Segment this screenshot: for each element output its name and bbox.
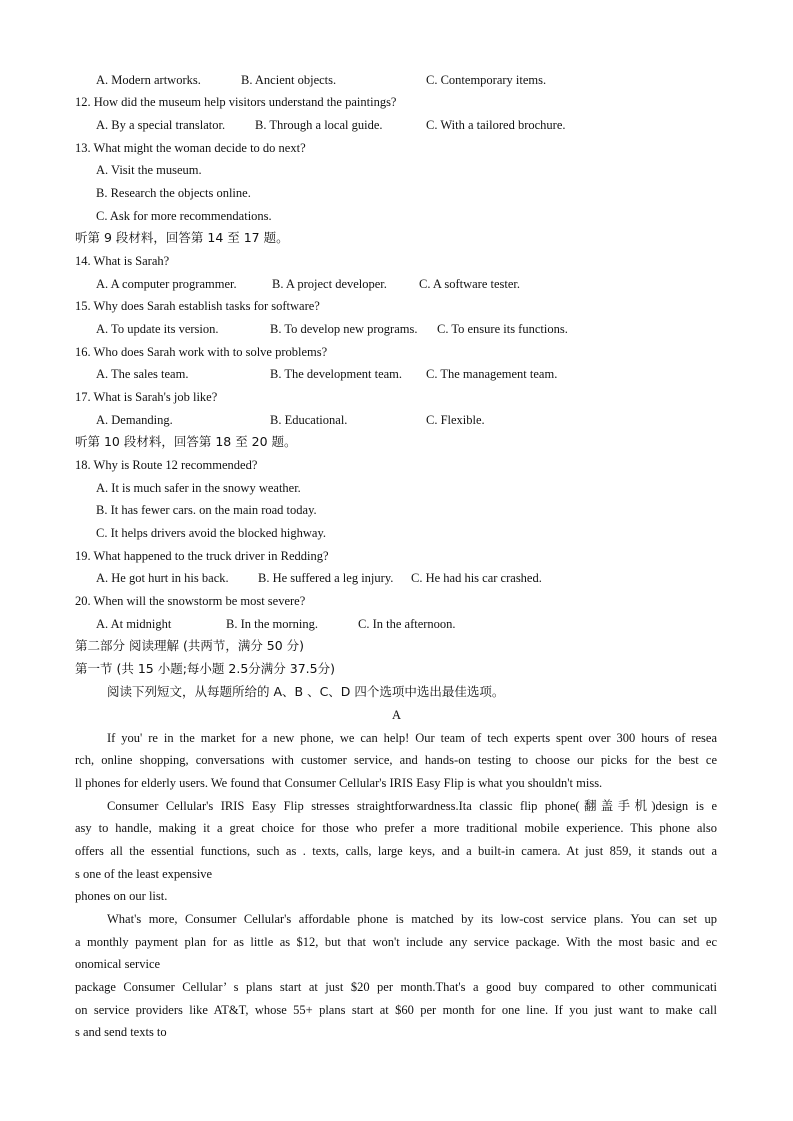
q13-option-b: B. Research the objects online. (96, 186, 251, 200)
q14-stem: 14. What is Sarah? (75, 254, 170, 268)
q12-option-b: B. Through a local guide. (255, 118, 383, 132)
q20-option-c: C. In the afternoon. (358, 617, 456, 631)
passage-line: ll phones for elderly users. We found that Consumer Cellular's IRIS Easy Flip is what you shouldn't miss. (75, 776, 603, 790)
q18-stem: 18. Why is Route 12 recommended? (75, 458, 258, 472)
q15-option-c: C. To ensure its functions. (437, 322, 568, 336)
passage-line: s one of the least expensive (75, 867, 213, 881)
q17-option-a: A. Demanding. (96, 413, 173, 427)
q18-option-c: C. It helps drivers avoid the blocked highway. (96, 526, 327, 540)
reading-instruction: 阅读下列短文，从每题所给的 A、B 、C、D 四个选项中选出最佳选项。 (107, 684, 505, 699)
q17-option-c: C. Flexible. (426, 413, 485, 427)
section-9-heading: 听第 9 段材料，回答第 14 至 17 题。 (75, 230, 289, 245)
q17-option-b: B. Educational. (270, 413, 348, 427)
part-2-title: 第二部分 阅读理解 (共两节，满分 50 分) (75, 638, 305, 653)
q12-option-c: C. With a tailored brochure. (426, 118, 566, 132)
passage-line: a monthly payment plan for as little as $12, but that won't include any service package. With the most basic and ec (75, 935, 717, 949)
section-1-title: 第一节 (共 15 小题;每小题 2.5分满分 37.5分) (75, 661, 335, 676)
q20-option-a: A. At midnight (96, 617, 172, 631)
q19-option-b: B. He suffered a leg injury. (258, 571, 394, 585)
q15-option-b: B. To develop new programs. (270, 322, 418, 336)
q19-option-a: A. He got hurt in his back. (96, 571, 229, 585)
q11-option-a: A. Modern artworks. (96, 73, 201, 87)
q12-option-a: A. By a special translator. (96, 118, 226, 132)
q14-option-b: B. A project developer. (272, 277, 387, 291)
q17-stem: 17. What is Sarah's job like? (75, 390, 218, 404)
passage-line: s and send texts to (75, 1025, 167, 1039)
q14-option-c: C. A software tester. (419, 277, 521, 291)
q12-stem: 12. How did the museum help visitors understand the paintings? (75, 95, 397, 109)
q19-stem: 19. What happened to the truck driver in Redding? (75, 549, 329, 563)
passage-line: phones on our list. (75, 889, 168, 903)
q20-stem: 20. When will the snowstorm be most severe? (75, 594, 306, 608)
passage-line: rch, online shopping, conversations with customer service, and hands-on testing to choose our picks for the best ce (75, 753, 717, 767)
passage-line: package Consumer Cellular’ s plans start at just $20 per month.That's a good buy compared to other communicati (75, 980, 717, 994)
q13-option-a: A. Visit the museum. (96, 163, 202, 177)
q18-option-b: B. It has fewer cars. on the main road today. (96, 503, 317, 517)
q20-option-b: B. In the morning. (226, 617, 319, 631)
q19-option-c: C. He had his car crashed. (411, 571, 542, 585)
q15-option-a: A. To update its version. (96, 322, 219, 336)
passage-line: onomical service (75, 957, 161, 971)
q18-option-a: A. It is much safer in the snowy weather. (96, 481, 301, 495)
q13-option-c: C. Ask for more recommendations. (96, 209, 272, 223)
passage-line: If you' re in the market for a new phone, we can help! Our team of tech experts spent over 300 hours of resea (107, 731, 717, 745)
q16-stem: 16. Who does Sarah work with to solve problems? (75, 345, 328, 359)
q14-option-a: A. A computer programmer. (96, 277, 237, 291)
passage-line: What's more, Consumer Cellular's affordable phone is matched by its low-cost service plans. You can set up (107, 912, 717, 926)
passage-line: on service providers like AT&T, whose 55+ plans start at $60 per month for one line. If you just want to make call (75, 1003, 717, 1017)
q15-stem: 15. Why does Sarah establish tasks for software? (75, 299, 320, 313)
q11-option-b: B. Ancient objects. (241, 73, 337, 87)
passage-label: A (391, 708, 402, 722)
passage-line: Consumer Cellular's IRIS Easy Flip stresses straightforwardness.Ita classic flip phone(翻盖手机)design is e (107, 799, 717, 813)
q16-option-a: A. The sales team. (96, 367, 189, 381)
passage-line: asy to handle, making it a great choice for those who prefer a more traditional mobile experience. This phone also (75, 821, 717, 835)
q11-option-c: C. Contemporary items. (426, 73, 547, 87)
section-10-heading: 听第 10 段材料，回答第 18 至 20 题。 (75, 434, 297, 449)
q13-stem: 13. What might the woman decide to do next? (75, 141, 306, 155)
q16-option-b: B. The development team. (270, 367, 403, 381)
passage-line: offers all the essential functions, such as . texts, calls, large keys, and a built-in camera. At just 859, it stands out a (75, 844, 717, 858)
q16-option-c: C. The management team. (426, 367, 558, 381)
